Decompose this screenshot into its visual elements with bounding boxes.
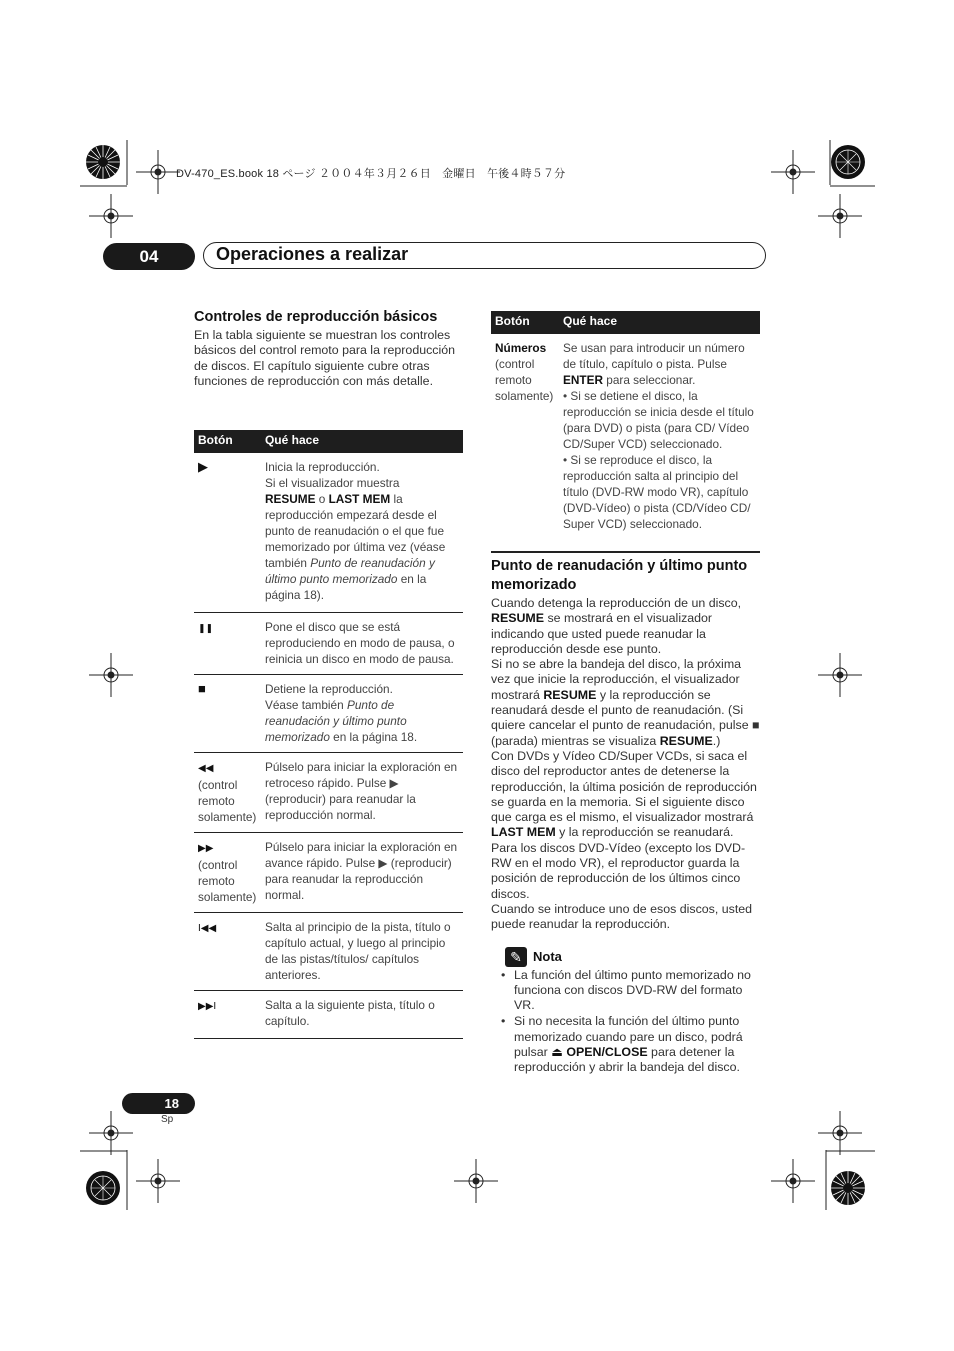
row-play-description: Inicia la reproducción. Si el visualizador muestra RESUME o LAST MEM la reproducción empezará desde el punto de reanudación o el que fue memorizado por última vez (véase también Punto de reanudación y último punto memorizado en la página 18). — [261, 453, 463, 613]
sunburst-top-left-icon — [86, 145, 120, 179]
numbers-label: Números — [495, 341, 547, 355]
crosshair-target-icon — [818, 653, 862, 697]
row-pause-description: Pone el disco que se está reproduciendo en modo de pausa, o reinicia un disco en modo de pausa. — [261, 613, 463, 675]
col-header-button: Botón — [491, 311, 559, 334]
table-row-stop — [194, 675, 463, 753]
note-header — [491, 947, 763, 967]
intro-paragraph: En la tabla siguiente se muestran los controles básicos del control remoto para la reproducción de discos. El capítulo siguiente cubre otras funciones de reproducción con más detalle. — [194, 328, 456, 388]
stop-icon: ■ — [198, 681, 206, 696]
sunburst-bottom-left-icon — [86, 1171, 120, 1205]
section-heading-resume: Punto de reanudación y último punto memorizado — [491, 558, 748, 593]
pencil-note-icon: ✎ — [505, 947, 527, 967]
section-heading-basic-controls: Controles de reproducción básicos — [194, 309, 438, 325]
crosshair-target-icon — [89, 1111, 133, 1155]
table-header-row — [194, 430, 463, 453]
sunburst-top-right-icon — [831, 145, 865, 179]
sunburst-bottom-right-icon — [831, 1171, 865, 1205]
crosshair-target-icon — [771, 150, 815, 194]
col-header-action: Qué hace — [261, 430, 463, 453]
table-row-play — [194, 453, 463, 613]
play-icon: ▶ — [198, 459, 208, 474]
row-rewind-description: Púlselo para iniciar la exploración en retroceso rápido. Pulse ▶ (reproducir) para reanudar la reproducción normal. — [261, 753, 463, 833]
col-header-button: Botón — [194, 430, 261, 453]
resume-paragraph-1: Cuando detenga la reproducción de un disco, RESUME se mostrará en el visualizador indicando que usted puede reanudar la reproducción desde ese punto. — [491, 596, 742, 656]
table-row-numbers — [491, 334, 760, 534]
table-header-row — [491, 311, 760, 334]
fast-forward-icon: ▶▶ — [198, 843, 214, 854]
resume-paragraph-4: Cuando se introduce uno de esos discos, usted puede reanudar la reproducción. — [491, 901, 753, 932]
table-row-pause — [194, 613, 463, 675]
note-item: • La función del último punto memorizado no funciona con discos DVD-RW del formato VR. — [491, 968, 763, 1014]
row-previous-description: Salta al principio de la pista, título o capítulo actual, y luego al principio de las pistas/títulos/ capítulos anteriores. — [261, 913, 463, 991]
remote-only-note: (control remoto solamente) — [495, 357, 554, 403]
pause-icon: ❚❚ — [198, 623, 214, 633]
file-info: DV-470_ES.book 18 ページ ２００４年３月２６日 金曜日 午後４時５７分 — [176, 168, 566, 180]
previous-icon: I◀◀ — [198, 923, 217, 934]
page-language: Sp — [161, 1114, 174, 1125]
page-number-badge: 18 — [122, 1093, 195, 1114]
section-divider — [491, 551, 760, 553]
crosshair-target-icon — [771, 1159, 815, 1203]
rewind-icon: ◀◀ — [198, 763, 214, 774]
row-numbers-description: Se usan para introducir un número de título, capítulo o pista. Pulse ENTER para seleccionar. • Si se detiene el disco, la reproducción se inicia desde el título (para DVD) o pista (para CD/ Vídeo CD/Super VCD) seleccionado. • Si se reproduce el disco, la reproducción salta al principio del título (DVD-RW modo VR), capítulo (DVD-Vídeo) o pista (CD/Vídeo CD/ Super VCD) seleccionado. — [563, 341, 754, 531]
chapter-number-badge: 04 — [103, 243, 195, 270]
next-icon: ▶▶I — [198, 1001, 217, 1012]
right-column-text — [491, 557, 763, 1077]
table-row-next — [194, 991, 463, 1039]
numbers-table — [491, 311, 760, 534]
crosshair-target-icon — [89, 194, 133, 238]
col-header-action: Qué hace — [559, 311, 760, 334]
resume-paragraph-3: Con DVDs y Vídeo CD/Super VCDs, si saca el disco del reproductor antes de detenerse la reproducción, la última posición de reproducción se guarda en la memoria. Si el siguiente disco que carga es el mismo, el visualizador mostrará LAST MEM y la reproducción se reanudará. Para los discos DVD-Vídeo (excepto los DVD-RW en el modo VR), el reproductor guarda la posición de reproducción de los últimos cinco discos. — [491, 748, 757, 901]
basic-controls-table — [194, 430, 463, 1039]
remote-only-note: (control remoto solamente) — [198, 778, 257, 824]
left-column — [194, 308, 466, 389]
note-item: • Si no necesita la función del último punto memorizado cuando pare un disco, podrá pulsar ⏏ OPEN/CLOSE para detener la reproducción y abrir la bandeja del disco. — [491, 1014, 763, 1075]
note-title: Nota — [533, 949, 562, 965]
crosshair-target-icon — [89, 653, 133, 697]
note-list — [491, 968, 763, 1076]
row-next-description: Salta a la siguiente pista, título o capítulo. — [261, 991, 463, 1039]
crosshair-target-icon — [454, 1159, 498, 1203]
table-row-rewind — [194, 753, 463, 833]
crosshair-target-icon — [136, 150, 180, 194]
chapter-title: Operaciones a realizar — [216, 244, 409, 264]
table-row-fast-forward — [194, 833, 463, 913]
remote-only-note: (control remoto solamente) — [198, 858, 257, 904]
crosshair-target-icon — [136, 1159, 180, 1203]
row-stop-description: Detiene la reproducción. Véase también Punto de reanudación y último punto memorizado en la página 18. — [261, 675, 463, 753]
crosshair-target-icon — [818, 1111, 862, 1155]
crosshair-target-icon — [818, 194, 862, 238]
table-row-previous — [194, 913, 463, 991]
row-fast-forward-description: Púlselo para iniciar la exploración en avance rápido. Pulse ▶ (reproducir) para reanudar la reproducción normal. — [261, 833, 463, 913]
resume-paragraph-2: Si no se abre la bandeja del disco, la próxima vez que inicie la reproducción, el visualizador mostrará RESUME y la reproducción se reanudará desde el punto de reanudación. (Si quiere cancelar el punto de reanudación, pulse ■ (parada) mientras se visualiza RESUME.) — [491, 657, 760, 748]
